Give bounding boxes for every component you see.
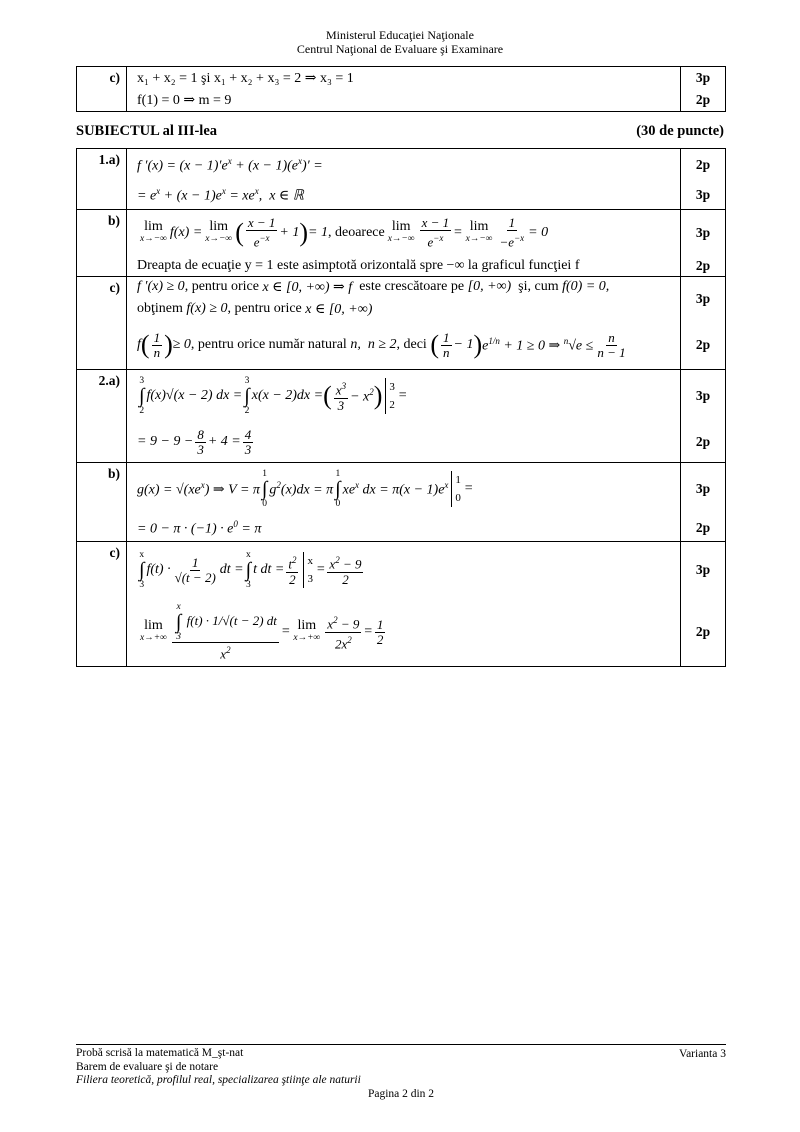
table-row [77,149,726,210]
variant-label: Varianta 3 [679,1048,726,1060]
points: 3p [695,481,711,496]
row-label: c) [77,67,127,112]
points: 2p [695,157,711,172]
center-name: Centrul Naţional de Evaluare şi Examinare [296,42,504,56]
table-row [77,210,726,277]
text-fragment: , pentru orice [227,301,302,316]
formula-line: f ( $\frac{1}{n}$ ) ≥ 0 , pentru orice număr natural n, n ≥ 2 , deci ( $\frac{1}{n}$ − 1 ) $e^{1/n} + 1 \ge 0$ ⇒ $^n$√e ≤ $\frac{n}{n - 1}$ [137,329,626,360]
row-label: c) [77,277,127,370]
text-fragment: şi, cum [518,279,559,294]
points-cell [681,210,726,277]
points-cell [681,370,726,463]
points: 2p [695,258,711,273]
row-content [127,542,681,667]
formula-line: lim x→+∞ x ∫ 3 f(t) · 1/√(t − 2) dt $x^2$ = lim x→+∞ $\frac{x^2 - 9}{2x^2}$ = $\frac{1}{2}$ [140,602,384,662]
document-footer [76,1044,726,1101]
points: 3p [695,562,711,577]
points-cell [681,149,726,210]
formula-line: lim x→−∞ f(x) = lim x→−∞ ( $\frac{x - 1}{e^{-x}}$ + 1 ) = 1 , deoarece lim x→−∞ $\frac{x - 1}{e^{-x}}$ = lim x→−∞ $\frac{1}{-e^{-x}}$ = 0 [140,215,549,250]
row-label: b) [77,210,127,277]
points: 2p [695,337,711,352]
points-cell [681,277,726,370]
deoarece-text: , deoarece [327,225,385,240]
section-title: SUBIECTUL al III-lea [76,123,218,139]
points-cell [681,542,726,667]
row-content [127,210,681,277]
row-label: 2.a) [77,370,127,463]
points-cell [681,67,726,112]
ministry-name: Ministerul Educaţiei Naţionale [326,28,474,42]
footer-specialization: Filiera teoretică, profilul real, specializarea ştiinţe ale naturii [76,1074,361,1086]
formula-line: f $'(x) = (x - 1)'e^x + (x - 1)(e^x)'$ = [137,155,323,174]
row-content [127,463,681,542]
row-content [127,370,681,463]
formula-line: = $0 - \pi \cdot (-1) \cdot e^0 = \pi$ [137,518,262,537]
formula-line: x₁ + x₂ = 1 şi x₁ + x₂ + x₃ = 2 ⇒ x₃ = 1 [137,70,354,86]
row-content [127,149,681,210]
formula-line: 3 ∫ 2 f(x)√(x − 2) dx = 3 ∫ 2 x(x − 2)dx = ( $\frac{x^3}{3}$ − $x^2$ ) 3 2 = [139,376,408,416]
section-points: (30 de puncte) [636,123,724,139]
top-table [76,66,726,112]
formula-line: $g(x) = √(xe^x)$ ⇒ V = π 1 ∫ 0 $g^2(x)dx = \pi$ 1 ∫ 0 $xe^x$ dx = $\pi(x - 1)e^x$ 1 0 = [137,469,474,509]
points: 3p [695,291,711,306]
points: 3p [695,388,711,403]
row-label: c) [77,542,127,667]
row-content [127,277,681,370]
page-number: Pagina 2 din 2 [367,1087,435,1100]
table-row [77,542,726,667]
text-fragment: , pentru orice [184,279,259,294]
points: 2p [695,520,711,535]
points-cell [681,463,726,542]
table-row [77,277,726,370]
formula-line: = 9 − 9 − $\frac{8}{3}$ + 4 = $\frac{4}{3}$ [137,426,252,457]
row-label: b) [77,463,127,542]
text-fragment: , pentru orice număr natural [190,337,347,352]
text-fragment: obţinem [137,301,183,316]
text-fragment: , deci [396,337,427,352]
points: 2p [695,624,711,639]
formula-line: f(1) = 0 ⇒ m = 9 [137,92,232,108]
text-line: Dreapta de ecuaţie y = 1 este asimptotă orizontală spre −∞ la graficul funcţiei f [137,258,580,273]
footer-exam-name: Probă scrisă la matematică M_şt-nat [76,1047,244,1059]
formula-line: x ∫ 3 f(t) · $\frac{1}{√(t - 2)}$ dt = x ∫ 3 t dt = $\frac{t^2}{2}$ x 3 = $\frac{x^2 - 9}{2}$ [139,550,362,590]
formula-line: = $e^x + (x - 1)e^x = xe^x$, x ∈ ℝ [137,185,304,204]
main-table [76,148,726,667]
points: 2p [695,434,711,449]
text-line: f ′(x) ≥ 0 , pentru orice x ∈ [0, +∞) ⇒ f este crescătoare pe [0, +∞) şi, cum f(0) = 0, [137,279,610,295]
document-header [0,28,800,56]
row-content [127,67,681,112]
points: 3p [695,187,711,202]
text-fragment: este crescătoare pe [359,279,465,294]
table-row [77,370,726,463]
table-row [77,463,726,542]
row-label: 1.a) [77,149,127,210]
text-line: obţinem f(x) ≥ 0 , pentru orice x ∈ [0, +∞) [137,301,373,317]
points: 2p [695,92,711,107]
points: 3p [695,70,711,85]
footer-barem: Barem de evaluare şi de notare [76,1060,219,1073]
points: 3p [695,225,711,240]
